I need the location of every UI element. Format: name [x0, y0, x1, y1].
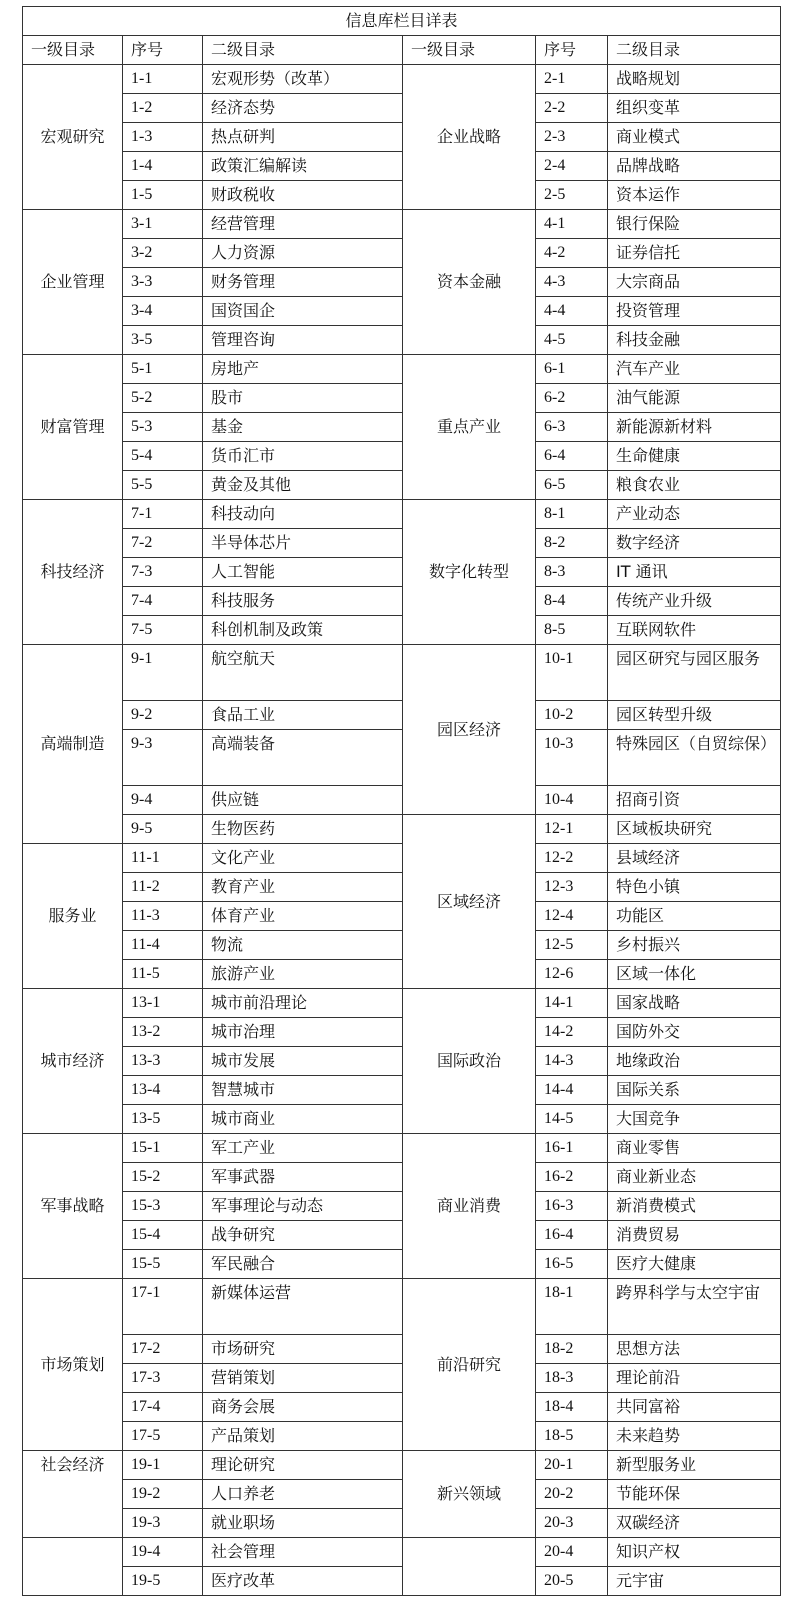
level2-item: 科技动向: [203, 500, 403, 529]
index-cell: 10-2: [536, 701, 608, 730]
index-cell: 20-1: [536, 1451, 608, 1480]
level2-item: 新消费模式: [608, 1192, 781, 1221]
index-cell: 18-1: [536, 1279, 608, 1335]
index-cell: 14-1: [536, 989, 608, 1018]
level2-item: 区域一体化: [608, 960, 781, 989]
level2-item: 双碳经济: [608, 1509, 781, 1538]
index-cell: 11-4: [123, 931, 203, 960]
index-cell: 16-2: [536, 1163, 608, 1192]
index-cell: 11-5: [123, 960, 203, 989]
index-cell: 3-4: [123, 297, 203, 326]
index-cell: 13-4: [123, 1076, 203, 1105]
header-level2-left: 二级目录: [203, 36, 403, 65]
index-cell: 1-5: [123, 181, 203, 210]
level2-item: 商业新业态: [608, 1163, 781, 1192]
table-row: [23, 529, 781, 558]
level1-category: [23, 1538, 123, 1596]
catalog-document: [22, 6, 780, 1596]
table-row: [23, 413, 781, 442]
index-cell: 7-3: [123, 558, 203, 587]
level2-item: 产业动态: [608, 500, 781, 529]
level2-item: 商业模式: [608, 123, 781, 152]
index-cell: 15-1: [123, 1134, 203, 1163]
index-cell: 16-4: [536, 1221, 608, 1250]
level2-item: 地缘政治: [608, 1047, 781, 1076]
table-row: [23, 960, 781, 989]
index-cell: 20-3: [536, 1509, 608, 1538]
table-row: [23, 902, 781, 931]
level2-item: 组织变革: [608, 94, 781, 123]
table-row: [23, 730, 781, 786]
level2-item: 新型服务业: [608, 1451, 781, 1480]
level2-item: 经济态势: [203, 94, 403, 123]
level2-item: 大国竞争: [608, 1105, 781, 1134]
level1-category: 军事战略: [23, 1134, 123, 1279]
index-cell: 8-3: [536, 558, 608, 587]
index-cell: 14-2: [536, 1018, 608, 1047]
index-cell: 19-5: [123, 1567, 203, 1596]
index-cell: 3-1: [123, 210, 203, 239]
index-cell: 18-5: [536, 1422, 608, 1451]
level2-item: 共同富裕: [608, 1393, 781, 1422]
level2-item: 功能区: [608, 902, 781, 931]
index-cell: 18-2: [536, 1335, 608, 1364]
index-cell: 17-2: [123, 1335, 203, 1364]
table-row: [23, 1221, 781, 1250]
index-cell: 13-2: [123, 1018, 203, 1047]
table-row: [23, 326, 781, 355]
index-cell: 5-1: [123, 355, 203, 384]
index-cell: 20-4: [536, 1538, 608, 1567]
table-row: [23, 210, 781, 239]
index-cell: 6-3: [536, 413, 608, 442]
table-row: [23, 1480, 781, 1509]
index-cell: 2-5: [536, 181, 608, 210]
index-cell: 1-1: [123, 65, 203, 94]
header-level1-right: 一级目录: [403, 36, 536, 65]
level2-item: 粮食农业: [608, 471, 781, 500]
index-cell: 12-4: [536, 902, 608, 931]
index-cell: 5-5: [123, 471, 203, 500]
table-row: [23, 65, 781, 94]
table-body: [23, 65, 781, 1596]
header-index-right: 序号: [536, 36, 608, 65]
level2-item: 社会管理: [203, 1538, 403, 1567]
index-cell: 20-2: [536, 1480, 608, 1509]
level2-item: 市场研究: [203, 1335, 403, 1364]
level2-item: 数字经济: [608, 529, 781, 558]
level2-item: 大宗商品: [608, 268, 781, 297]
index-cell: 8-2: [536, 529, 608, 558]
table-row: [23, 1393, 781, 1422]
index-cell: 10-1: [536, 645, 608, 701]
index-cell: 6-4: [536, 442, 608, 471]
index-cell: 11-3: [123, 902, 203, 931]
header-row: [23, 36, 781, 65]
level1-category: 国际政治: [403, 989, 536, 1134]
table-row: [23, 1451, 781, 1480]
index-cell: 10-3: [536, 730, 608, 786]
level1-category: 科技经济: [23, 500, 123, 645]
level2-item: 就业职场: [203, 1509, 403, 1538]
table-row: [23, 1422, 781, 1451]
table-row: [23, 844, 781, 873]
level2-item: 品牌战略: [608, 152, 781, 181]
index-cell: 17-1: [123, 1279, 203, 1335]
level2-item: 军事理论与动态: [203, 1192, 403, 1221]
level2-item: 消费贸易: [608, 1221, 781, 1250]
level1-category: 市场策划: [23, 1279, 123, 1451]
level2-item: 元宇宙: [608, 1567, 781, 1596]
index-cell: 13-3: [123, 1047, 203, 1076]
level2-item: 医疗改革: [203, 1567, 403, 1596]
level2-item: 国防外交: [608, 1018, 781, 1047]
level1-category: 高端制造: [23, 645, 123, 844]
table-row: [23, 989, 781, 1018]
index-cell: 7-1: [123, 500, 203, 529]
level2-item: 物流: [203, 931, 403, 960]
level2-item: 财务管理: [203, 268, 403, 297]
index-cell: 11-2: [123, 873, 203, 902]
level1-category: 企业战略: [403, 65, 536, 210]
level1-category: 城市经济: [23, 989, 123, 1134]
index-cell: 4-4: [536, 297, 608, 326]
level2-item: 战略规划: [608, 65, 781, 94]
level2-item: 区域板块研究: [608, 815, 781, 844]
index-cell: 15-5: [123, 1250, 203, 1279]
level2-item: 园区转型升级: [608, 701, 781, 730]
level1-category: 财富管理: [23, 355, 123, 500]
index-cell: 3-2: [123, 239, 203, 268]
table-row: [23, 384, 781, 413]
level2-item: 基金: [203, 413, 403, 442]
level2-item: 黄金及其他: [203, 471, 403, 500]
level1-category: 数字化转型: [403, 500, 536, 645]
level1-category: 商业消费: [403, 1134, 536, 1279]
table-row: [23, 500, 781, 529]
level2-item: 银行保险: [608, 210, 781, 239]
index-cell: 18-4: [536, 1393, 608, 1422]
index-cell: 6-5: [536, 471, 608, 500]
table-row: [23, 181, 781, 210]
level2-item: 军民融合: [203, 1250, 403, 1279]
catalog-table: [22, 6, 781, 1596]
level1-category: 前沿研究: [403, 1279, 536, 1451]
level2-item: 高端装备: [203, 730, 403, 786]
index-cell: 20-5: [536, 1567, 608, 1596]
table-row: [23, 1163, 781, 1192]
level2-item: 营销策划: [203, 1364, 403, 1393]
table-row: [23, 1567, 781, 1596]
index-cell: 11-1: [123, 844, 203, 873]
level2-item: 城市发展: [203, 1047, 403, 1076]
level2-item: 县域经济: [608, 844, 781, 873]
level2-item: 证券信托: [608, 239, 781, 268]
index-cell: 4-5: [536, 326, 608, 355]
table-row: [23, 1192, 781, 1221]
level2-item: 医疗大健康: [608, 1250, 781, 1279]
level2-item: 互联网软件: [608, 616, 781, 645]
level2-item: 国家战略: [608, 989, 781, 1018]
header-level1-left: 一级目录: [23, 36, 123, 65]
level2-item: 新能源新材料: [608, 413, 781, 442]
table-row: [23, 1250, 781, 1279]
level2-item: 生物医药: [203, 815, 403, 844]
level2-item: 资本运作: [608, 181, 781, 210]
index-cell: 5-4: [123, 442, 203, 471]
index-cell: 4-2: [536, 239, 608, 268]
level2-item: 教育产业: [203, 873, 403, 902]
level2-item: 科技金融: [608, 326, 781, 355]
level2-item: 特殊园区（自贸综保）: [608, 730, 781, 786]
level2-item: 城市治理: [203, 1018, 403, 1047]
index-cell: 9-2: [123, 701, 203, 730]
index-cell: 10-4: [536, 786, 608, 815]
header-level2-right: 二级目录: [608, 36, 781, 65]
table-row: [23, 268, 781, 297]
index-cell: 19-4: [123, 1538, 203, 1567]
level1-category: 园区经济: [403, 645, 536, 815]
table-row: [23, 1134, 781, 1163]
level1-category: 重点产业: [403, 355, 536, 500]
index-cell: 12-2: [536, 844, 608, 873]
table-row: [23, 1105, 781, 1134]
index-cell: 15-2: [123, 1163, 203, 1192]
index-cell: 17-5: [123, 1422, 203, 1451]
level2-item: 军工产业: [203, 1134, 403, 1163]
table-row: [23, 873, 781, 902]
level2-item: 热点研判: [203, 123, 403, 152]
index-cell: 19-2: [123, 1480, 203, 1509]
level2-item: 油气能源: [608, 384, 781, 413]
table-row: [23, 815, 781, 844]
index-cell: 4-1: [536, 210, 608, 239]
level1-category: 服务业: [23, 844, 123, 989]
level2-item: 文化产业: [203, 844, 403, 873]
index-cell: 16-1: [536, 1134, 608, 1163]
level1-category: 资本金融: [403, 210, 536, 355]
table-row: [23, 442, 781, 471]
index-cell: 7-2: [123, 529, 203, 558]
table-row: [23, 587, 781, 616]
level1-category: 区域经济: [403, 815, 536, 989]
level2-item: IT 通讯: [608, 558, 781, 587]
level2-item: 思想方法: [608, 1335, 781, 1364]
level2-item: 体育产业: [203, 902, 403, 931]
index-cell: 4-3: [536, 268, 608, 297]
level2-item: 投资管理: [608, 297, 781, 326]
level2-item: 科创机制及政策: [203, 616, 403, 645]
level2-item: 食品工业: [203, 701, 403, 730]
level2-item: 货币汇市: [203, 442, 403, 471]
table-row: [23, 1018, 781, 1047]
level2-item: 国资国企: [203, 297, 403, 326]
index-cell: 2-1: [536, 65, 608, 94]
index-cell: 12-1: [536, 815, 608, 844]
index-cell: 16-3: [536, 1192, 608, 1221]
index-cell: 9-4: [123, 786, 203, 815]
index-cell: 1-4: [123, 152, 203, 181]
table-row: [23, 355, 781, 384]
table-row: [23, 123, 781, 152]
level1-category: 新兴领域: [403, 1451, 536, 1538]
index-cell: 14-3: [536, 1047, 608, 1076]
level2-item: 人工智能: [203, 558, 403, 587]
level2-item: 园区研究与园区服务: [608, 645, 781, 701]
level2-item: 战争研究: [203, 1221, 403, 1250]
level2-item: 未来趋势: [608, 1422, 781, 1451]
index-cell: 15-4: [123, 1221, 203, 1250]
index-cell: 7-4: [123, 587, 203, 616]
table-row: [23, 1047, 781, 1076]
level2-item: 生命健康: [608, 442, 781, 471]
index-cell: 3-3: [123, 268, 203, 297]
table-row: [23, 931, 781, 960]
level2-item: 人力资源: [203, 239, 403, 268]
index-cell: 5-2: [123, 384, 203, 413]
level2-item: 国际关系: [608, 1076, 781, 1105]
level2-item: 房地产: [203, 355, 403, 384]
table-row: [23, 1538, 781, 1567]
table-row: [23, 239, 781, 268]
level2-item: 城市前沿理论: [203, 989, 403, 1018]
table-row: [23, 645, 781, 701]
table-row: [23, 701, 781, 730]
table-row: [23, 1279, 781, 1335]
index-cell: 9-1: [123, 645, 203, 701]
index-cell: 14-5: [536, 1105, 608, 1134]
index-cell: 14-4: [536, 1076, 608, 1105]
index-cell: 8-1: [536, 500, 608, 529]
index-cell: 17-3: [123, 1364, 203, 1393]
level2-item: 商业零售: [608, 1134, 781, 1163]
level2-item: 管理咨询: [203, 326, 403, 355]
level2-item: 特色小镇: [608, 873, 781, 902]
table-row: [23, 616, 781, 645]
table-row: [23, 152, 781, 181]
table-row: [23, 1364, 781, 1393]
index-cell: 7-5: [123, 616, 203, 645]
level2-item: 理论研究: [203, 1451, 403, 1480]
level2-item: 政策汇编解读: [203, 152, 403, 181]
table-row: [23, 471, 781, 500]
level2-item: 传统产业升级: [608, 587, 781, 616]
level2-item: 宏观形势（改革）: [203, 65, 403, 94]
level2-item: 财政税收: [203, 181, 403, 210]
level1-category: 宏观研究: [23, 65, 123, 210]
level2-item: 供应链: [203, 786, 403, 815]
index-cell: 5-3: [123, 413, 203, 442]
level2-item: 商务会展: [203, 1393, 403, 1422]
table-row: [23, 1335, 781, 1364]
level2-item: 军事武器: [203, 1163, 403, 1192]
index-cell: 19-3: [123, 1509, 203, 1538]
table-title: 信息库栏目详表: [23, 7, 781, 36]
index-cell: 12-6: [536, 960, 608, 989]
index-cell: 15-3: [123, 1192, 203, 1221]
index-cell: 9-3: [123, 730, 203, 786]
index-cell: 17-4: [123, 1393, 203, 1422]
level2-item: 股市: [203, 384, 403, 413]
level1-category: 社会经济: [23, 1451, 123, 1538]
level2-item: 城市商业: [203, 1105, 403, 1134]
index-cell: 18-3: [536, 1364, 608, 1393]
level2-item: 知识产权: [608, 1538, 781, 1567]
table-row: [23, 297, 781, 326]
table-row: [23, 1509, 781, 1538]
level2-item: 节能环保: [608, 1480, 781, 1509]
level2-item: 产品策划: [203, 1422, 403, 1451]
level2-item: 旅游产业: [203, 960, 403, 989]
level2-item: 理论前沿: [608, 1364, 781, 1393]
index-cell: 1-2: [123, 94, 203, 123]
level1-category: [403, 1538, 536, 1596]
level2-item: 招商引资: [608, 786, 781, 815]
level2-item: 航空航天: [203, 645, 403, 701]
index-cell: 13-1: [123, 989, 203, 1018]
level2-item: 人口养老: [203, 1480, 403, 1509]
index-cell: 1-3: [123, 123, 203, 152]
level2-item: 新媒体运营: [203, 1279, 403, 1335]
index-cell: 2-2: [536, 94, 608, 123]
level2-item: 科技服务: [203, 587, 403, 616]
header-index-left: 序号: [123, 36, 203, 65]
level2-item: 乡村振兴: [608, 931, 781, 960]
index-cell: 6-2: [536, 384, 608, 413]
index-cell: 13-5: [123, 1105, 203, 1134]
index-cell: 2-4: [536, 152, 608, 181]
index-cell: 12-5: [536, 931, 608, 960]
index-cell: 16-5: [536, 1250, 608, 1279]
level2-item: 经营管理: [203, 210, 403, 239]
index-cell: 2-3: [536, 123, 608, 152]
level2-item: 智慧城市: [203, 1076, 403, 1105]
index-cell: 8-4: [536, 587, 608, 616]
table-row: [23, 786, 781, 815]
index-cell: 9-5: [123, 815, 203, 844]
table-row: [23, 94, 781, 123]
index-cell: 19-1: [123, 1451, 203, 1480]
level2-item: 汽车产业: [608, 355, 781, 384]
index-cell: 6-1: [536, 355, 608, 384]
index-cell: 12-3: [536, 873, 608, 902]
table-row: [23, 1076, 781, 1105]
level1-category: 企业管理: [23, 210, 123, 355]
index-cell: 8-5: [536, 616, 608, 645]
level2-item: 跨界科学与太空宇宙: [608, 1279, 781, 1335]
table-row: [23, 558, 781, 587]
level2-item: 半导体芯片: [203, 529, 403, 558]
index-cell: 3-5: [123, 326, 203, 355]
